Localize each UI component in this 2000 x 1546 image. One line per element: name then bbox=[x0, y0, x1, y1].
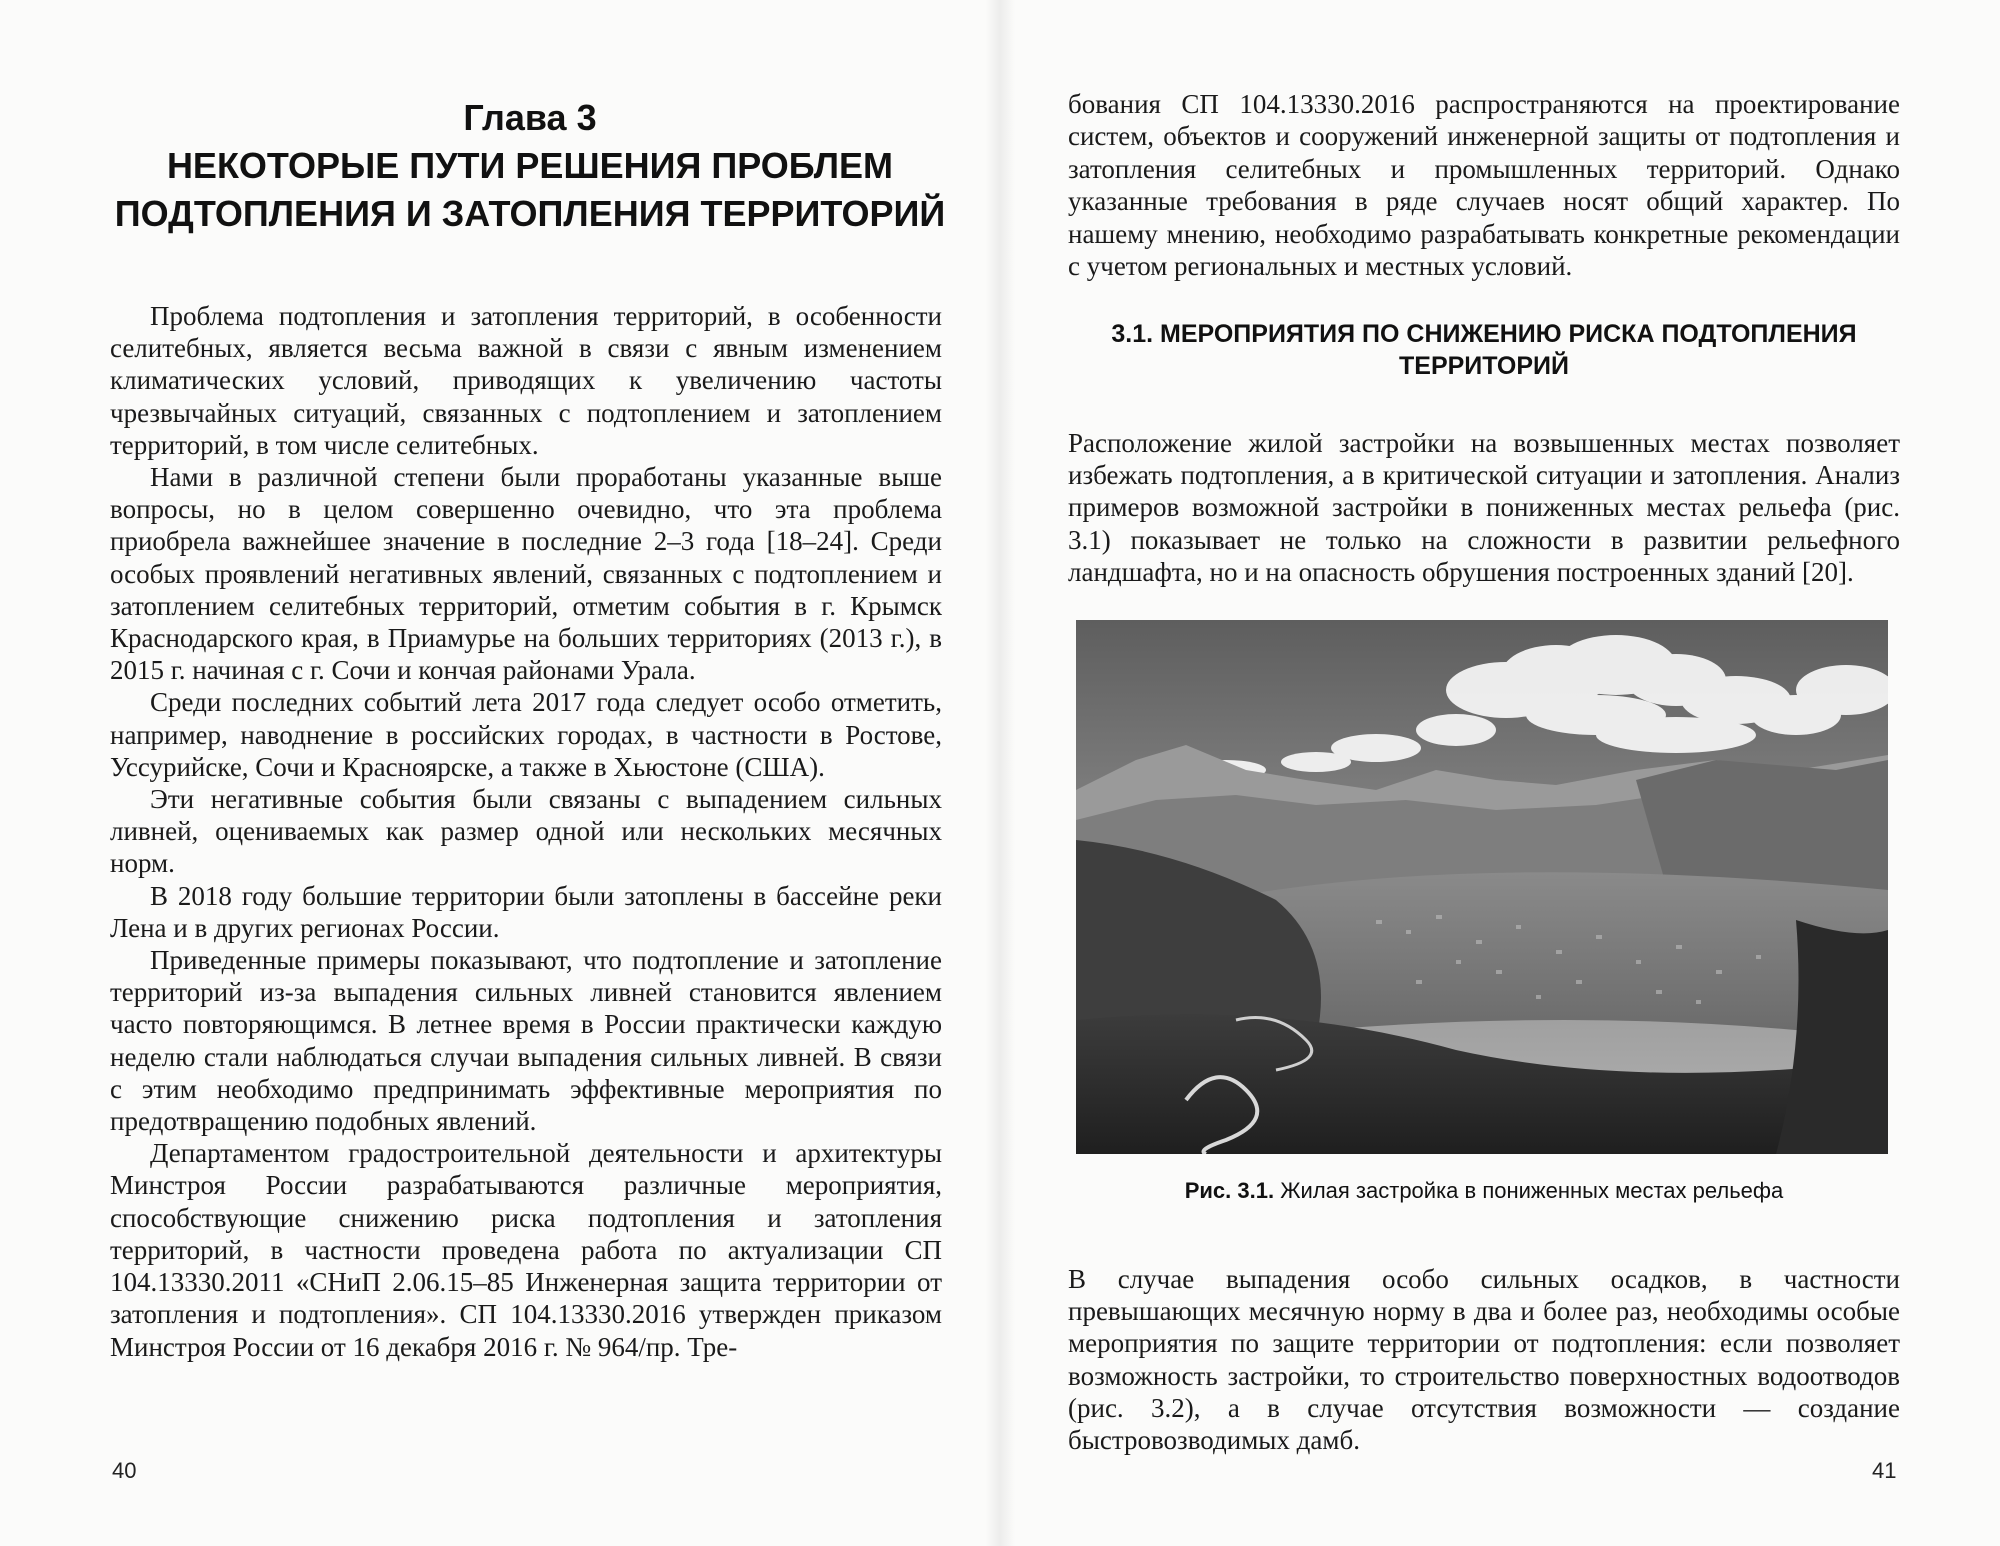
right-page bbox=[1000, 0, 2000, 1546]
paragraph: В случае выпадения особо сильных осадков, в частности превышающих месячную норму в два и более раз, необходимы особые мероприятия по защите территории от подтопления: если позволяет возможность застройки, то строительство поверхностных водоотводов (рис. 3.2), а в случае отсутствия возможности — создание быстровозводимых дамб. bbox=[1068, 1264, 1900, 1456]
paragraph: Среди последних событий лета 2017 года следует особо отметить, например, наводнение в российских городах, в частности в Ростове, Уссурийске, Сочи и Красноярске, а также в Хьюстоне (США). bbox=[110, 687, 942, 782]
chapter-title: НЕКОТОРЫЕ ПУТИ РЕШЕНИЯ ПРОБЛЕМ ПОДТОПЛЕНИЯ И ЗАТОПЛЕНИЯ ТЕРРИТОРИЙ bbox=[114, 145, 946, 234]
paragraph: В 2018 году большие территории были затоплены в бассейне реки Лена и в других регионах России. bbox=[110, 880, 942, 943]
page-number-right: 41 bbox=[1872, 1458, 1897, 1483]
landscape-photo bbox=[1076, 620, 1888, 1154]
figure-caption-text: Жилая застройка в пониженных местах рельефа bbox=[1280, 1178, 1784, 1203]
paragraph: Проблема подтопления и затопления территорий, в особенности селитебных, является весьма важной в связи с явным изменением климатических условий, приводящих к увеличению частоты чрезвычайных ситуаций, связанных с подтоплением и затоплением территорий, в том числе селитебных. bbox=[110, 301, 942, 460]
figure-label: Рис. 3.1. bbox=[1184, 1178, 1275, 1203]
paragraph: Нами в различной степени были проработаны указанные выше вопросы, но в целом совершенно очевидно, что эта проблема приобрела важнейшее значение в последние 2–3 года [18–24]. Среди особых проявлений негативных явлений, связанных с подтоплением и затоплением селитебных территорий, отметим события в г. Крымск Краснодарского края, в Приамурье на больших территориях (2013 г.), в 2015 г. начиная с г. Сочи и кончая районами Урала. bbox=[110, 462, 942, 686]
page-number-left: 40 bbox=[112, 1458, 137, 1483]
paragraph: Эти негативные события были связаны с выпадением сильных ливней, оцениваемых как размер одной или нескольких месячных норм. bbox=[110, 784, 942, 879]
paragraph: Расположение жилой застройки на возвышенных местах позволяет избежать подтопления, а в критической ситуации и затопления. Анализ примеров возможной застройки в пониженных местах рельефа (рис. 3.1) показывает не только на сложности в развитии рельефного ландшафта, но и на опасность обрушения построенных зданий [20]. bbox=[1068, 428, 1900, 587]
section-title: 3.1. МЕРОПРИЯТИЯ ПО СНИЖЕНИЮ РИСКА ПОДТОПЛЕНИЯ ТЕРРИТОРИЙ bbox=[1111, 320, 1857, 380]
figure-caption bbox=[1068, 1176, 1900, 1206]
landscape-photo-illustration bbox=[1076, 620, 1888, 1154]
left-body-text bbox=[110, 300, 942, 1363]
paragraph: Департаментом градостроительной деятельности и архитектуры Минстроя России разрабатываются различные мероприятия, способствующие снижению риска подтопления и затопления территорий, в частности проведена работа по актуализации СП 104.13330.2011 «СНиП 2.06.15–85 Инженерная защита территории от затопления и подтопления». СП 104.13330.2016 утвержден приказом Минстроя России от 16 декабря 2016 г. № 964/пр. Тре- bbox=[110, 1138, 942, 1362]
chapter-label: Глава 3 bbox=[463, 97, 597, 138]
right-body-text-1 bbox=[1068, 400, 1900, 615]
continued-text bbox=[1068, 88, 1900, 282]
paragraph: бования СП 104.13330.2016 распространяются на проектирование систем, объектов и сооружений инженерной защиты от подтопления и затопления селитебных и промышленных территорий. Однако указанные требования в ряде случаев носят общий характер. По нашему мнению, необходимо разрабатывать конкретные рекомендации с учетом региональных и местных условий. bbox=[1068, 89, 1900, 282]
paragraph: Приведенные примеры показывают, что подтопление и затопление территорий из-за выпадения сильных ливней становится явлением часто повторяющимся. В летнее время в России практически каждую неделю стали наблюдаться случаи выпадения сильных ливней. В связи с этим необходимо предпринимать эффективные мероприятия по предотвращению подобных явлений. bbox=[110, 945, 942, 1137]
right-body-text-2 bbox=[1068, 1236, 1900, 1483]
